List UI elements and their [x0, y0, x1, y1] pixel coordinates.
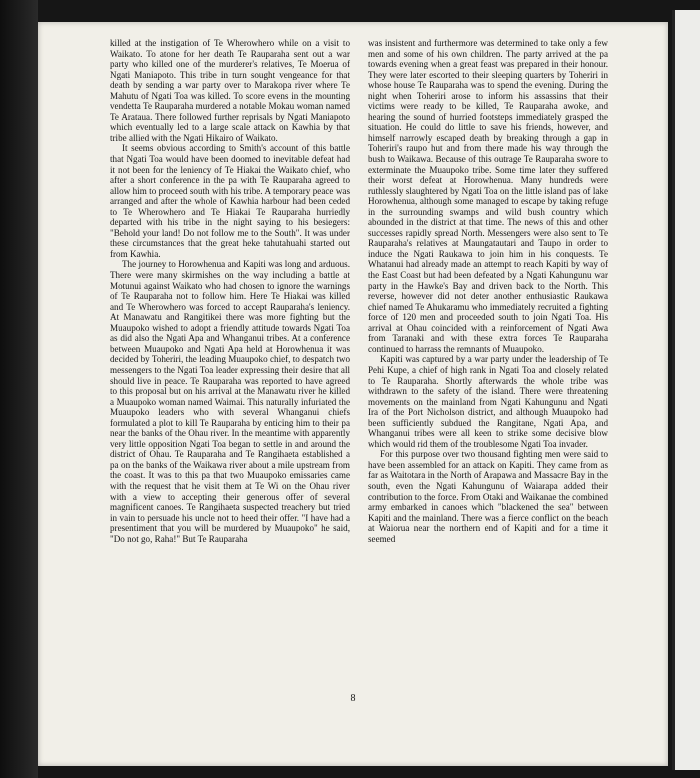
page-number: 8 — [350, 693, 356, 704]
paragraph: For this purpose over two thousand fighting men were said to have been assembled for an attack on Kapiti. They came from as far as Waitotara in the North of Arapawa and Massacre Bay in the south, even the Ngati Kahungunu of Waiarapa added their contribution to the force. From Otaki and Waikanae the combined army embarked in canoes which "blackened the sea" between Kapiti and the mainland. There was a fierce conflict on the beach at Waiorua near the northern end of Kapiti and for a time it seemed — [368, 449, 608, 544]
text-column-left — [110, 38, 350, 544]
paragraph: killed at the instigation of Te Wherowhero while on a visit to Waikato. To atone for her death Te Rauparaha sent out a war party who killed one of the murderer's relatives, Te Moerua of Ngati Maniapoto. This tribe in turn sought vengeance for that death by sending a war party over to Marakopa river where Te Mahutu of Ngati Toa was killed. To score evens in the mounting vendetta Te Rauparaha murdered a notable Mokau woman named Te Arataua. There followed further reprisals by Ngati Maniapoto which eventually led to a large scale attack on Kawhia by that tribe allied with the Ngati Hikairo of Waikato. — [110, 38, 350, 143]
text-column-right — [368, 38, 608, 544]
paragraph: The journey to Horowhenua and Kapiti was long and arduous. There were many skirmishes on the way including a battle at Motunui against Waikato who had chosen to ignore the warnings of Te Rauparaha not to follow him. Here Te Hiakai was killed and Te Wherowhero was forced to accept Rauparaha's leniency. At Manawatu and Rangitikei there was more fighting but the Muaupoko wished to adopt a friendly attitude towards Ngati Toa as did also the Ngati Apa and Whanganui tribes. At a conference between Muaupoko and Ngati Apa held at Horowhenua it was decided by Toheriri, the leading Muaupoko chief, to despatch two messengers to the Ngati Toa leader expressing their desire that all should live in peace. Te Rauparaha was reported to have agreed to this proposal but on his arrival at the Manawatu river he killed a Muaupoko woman named Waimai. This naturally infuriated the Muaupoko leaders who with several Whanganui chiefs formulated a plot to kill Te Rauparaha by enticing him to their pa near the banks of the Ohau river. In the meantime with apparently very little opposition Ngati Toa began to settle in and around the district of Ohau. Te Rauparaha and Te Rangihaeta established a pa on the banks of the Waikawa river about a mile upstream from the coast. It was to this pa that two Muaupoko emissaries came with the request that he visit them at Te Wi on the Ohau river with a view to accepting their generous offer of several magnificent canoes. Te Rangihaeta suspected treachery but tried in vain to persuade his uncle not to heed their offer. "I have had a presentiment that you will be murdered by Muaupoko" he said, "Do not go, Raha!" But Te Rauparaha — [110, 259, 350, 544]
scan-shadow-left — [0, 0, 38, 778]
paragraph: was insistent and furthermore was determined to take only a few men and some of his own children. The party arrived at the pa towards evening when a great feast was prepared in their honour. They were later escorted to their sleeping quarters by Toheriri in whose house Te Rauparaha was to spend the evening. During the night when Toheriri arose to inform his assassins that their victims were ready to be killed, Te Rauparaha awoke, and hearing the sound of hurried footsteps immediately grasped the situation. He could do little to save his friends, however, and himself narrowly escaped death by breaking through a gap in Toheriri's raupo hut and from there made his way through the bush to Waikawa. Because of this outrage Te Rauparaha swore to exterminate the Muaupoko tribe. Some time later they suffered their worst defeat at Horowhenua. Many hundreds were ruthlessly slaughtered by Ngati Toa on the little island pas of lake Horowhenua, although some managed to escape by taking refuge in the surrounding swamps and wild bush country which abounded in the district at that time. The news of this and other successes rapidly spread North. Messengers were also sent to Te Rauparaha's relatives at Maungatautari and Taupo in order to induce the Ngati Raukawa to join him in his conquests. Te Whatanui had already made an attempt to reach Kapiti by way of the East Coast but had been defeated by a Ngati Kahungunu war party in the Hawke's Bay and driven back to the North. This reverse, however did not deter another enthusiastic Raukawa chief named Te Ahukaramu who immediately recruited a fighting force of 120 men and proceeded south to join Ngati Toa. His arrival at Ohau coincided with a reinforcement of Ngati Awa from Taranaki and with these extra forces Te Rauparaha continued to harrass the remnants of Muaupoko. — [368, 38, 608, 354]
paragraph: It seems obvious according to Smith's account of this battle that Ngati Toa would have been doomed to inevitable defeat had it not been for the leniency of Te Hiakai the Waikato chief, who after a short conference in the pa with Te Rauparaha agreed to allow him to proceed south with his tribe. A temporary peace was arranged and after the whole of Kawhia harbour had been ceded to Te Wherowhero and Te Hiakai Te Rauparaha hurriedly departed with his tribe in the night saying to his besiegers: "Behold your land! Do not follow me to the South". It was under these circumstances that the great heke tahutahuahi started out from Kawhia. — [110, 143, 350, 259]
facing-page-edge — [672, 10, 700, 770]
paragraph: Kapiti was captured by a war party under the leadership of Te Pehi Kupe, a chief of high rank in Ngati Toa and closely related to Te Rauparaha. Shortly afterwards the whole tribe was withdrawn to the safety of the island. There were threatening movements on the mainland from Ngati Kahungunu and Ngati Ira of the Port Nicholson district, and although Muaupoko had been sufficiently subdued the Rangitane, Ngati Apa, and Whanganui tribes were all keen to strike some decisive blow which would rid them of the troublesome Ngati Toa invader. — [368, 354, 608, 449]
